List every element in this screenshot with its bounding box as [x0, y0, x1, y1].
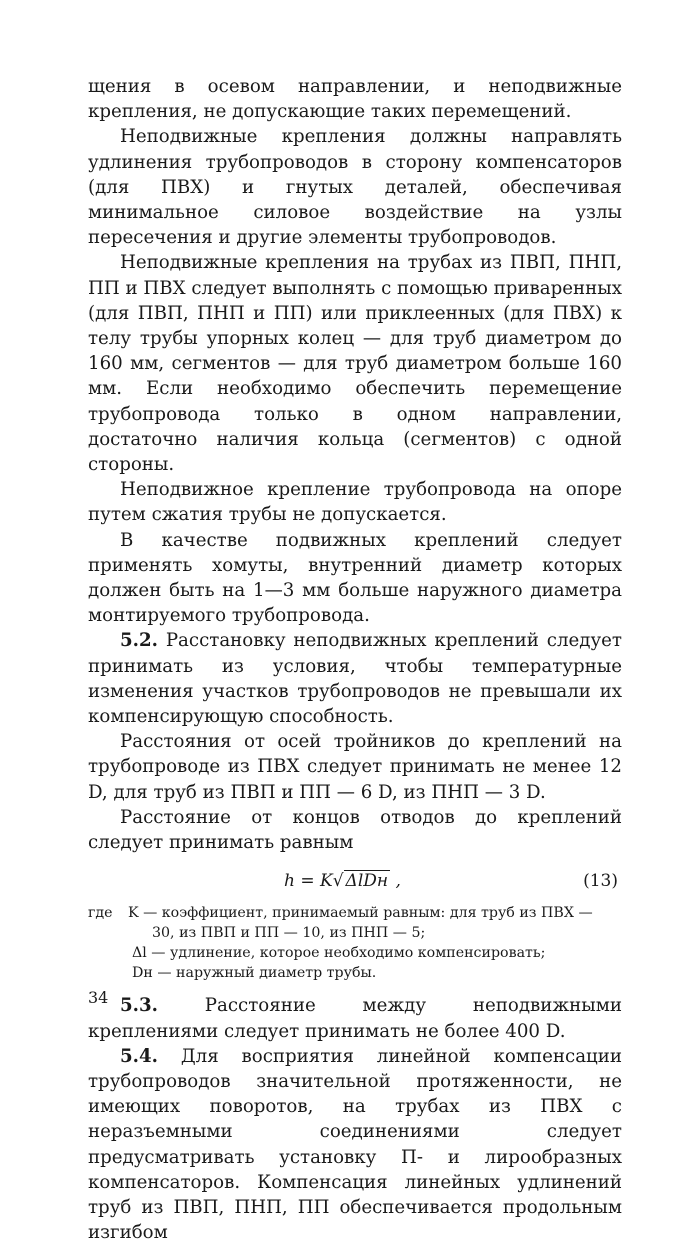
- page-number: 34: [88, 988, 109, 1007]
- section-number: 5.3.: [120, 995, 158, 1017]
- equation-number: (13): [583, 871, 618, 892]
- section-text: Расстояние между неподвижными креплениями следует принимать не более 400 D.: [88, 995, 622, 1042]
- legend-dn: Dн — наружный диаметр трубы.: [132, 965, 377, 982]
- paragraph-fixed-supports-rings: Неподвижные крепления на трубах из ПВП, ПНП, ПП и ПВХ следует выполнять с помощью приваренных (для ПВП, ПНП и ПП) или приклеенных (для ПВХ) к телу трубы упорных колец — для труб диаметром до 160 мм, сегментов — для труб диаметром больше 160 мм. Если необходимо обеспечить перемещение трубопровода только в одном направлении, достаточно наличия кольца (сегментов) с одной стороны.: [88, 252, 622, 476]
- formula-legend: [88, 903, 622, 983]
- paragraph-continuation: щения в осевом направлении, и неподвижные крепления, не допускающие таких перемещений.: [88, 76, 622, 123]
- paragraph-bend-distances: Расстояние от концов отводов до креплений следует принимать равным: [88, 806, 622, 854]
- sqrt-argument: ΔlDн: [345, 871, 389, 892]
- legend-delta-l: Δl — удлинение, которое необходимо компенсировать;: [132, 945, 546, 962]
- formula-comma: ,: [390, 871, 401, 892]
- where-word: где: [88, 905, 113, 922]
- section-number: 5.2.: [120, 630, 158, 652]
- section-5-4: [88, 1044, 622, 1245]
- section-5-3: [88, 993, 622, 1043]
- section-number: 5.4.: [120, 1045, 158, 1067]
- paragraph-fixed-supports-direction: Неподвижные крепления должны направлять удлинения трубопроводов в сторону компенсаторов (для ПВХ) и гнутых деталей, обеспечивая минимальное силовое воздействие на узлы пересечения и другие элементы трубопроводов.: [88, 126, 622, 249]
- section-5-2: [88, 628, 622, 729]
- paragraph-sliding-clamps: В качестве подвижных креплений следует применять хомуты, внутренний диаметр которых должен быть на 1—3 мм больше наружного диаметра монтируемого трубопровода.: [88, 529, 622, 627]
- legend-k-continuation: 30, из ПВП и ПП — 10, из ПНП — 5;: [152, 925, 426, 942]
- paragraph-no-compression: Неподвижное крепление трубопровода на опоре путем сжатия трубы не допускается.: [88, 479, 622, 526]
- section-text: Расстановку неподвижных креплений следует принимать из условия, чтобы температурные изменения участков трубопроводов не превышали их компенсирующую способность.: [88, 630, 622, 728]
- legend-k: K — коэффициент, принимаемый равным: для труб из ПВХ —: [128, 905, 593, 922]
- legend-row: [88, 903, 622, 923]
- formula-13: [88, 859, 622, 899]
- formula-lhs: h = K: [284, 871, 333, 892]
- section-text: Для восприятия линейной компенсации трубопроводов значительной протяженности, не имеющих поворотов, на трубах из ПВХ с неразъемными соединениями следует предусматривать установку П- и лирообразных компенсаторов. Компенсация линейных удлинений труб из ПВП, ПНП, ПП обеспечивается продольным изгибом: [88, 1045, 622, 1244]
- formula-expression: [284, 869, 401, 894]
- body-text: [88, 74, 622, 1245]
- sqrt-sign: √: [332, 871, 344, 892]
- paragraph-tee-distances: Расстояния от осей тройников до креплений на трубопроводе из ПВХ следует принимать не менее 12 D, для труб из ПВП и ПП — 6 D, из ПНП — 3 D.: [88, 731, 622, 803]
